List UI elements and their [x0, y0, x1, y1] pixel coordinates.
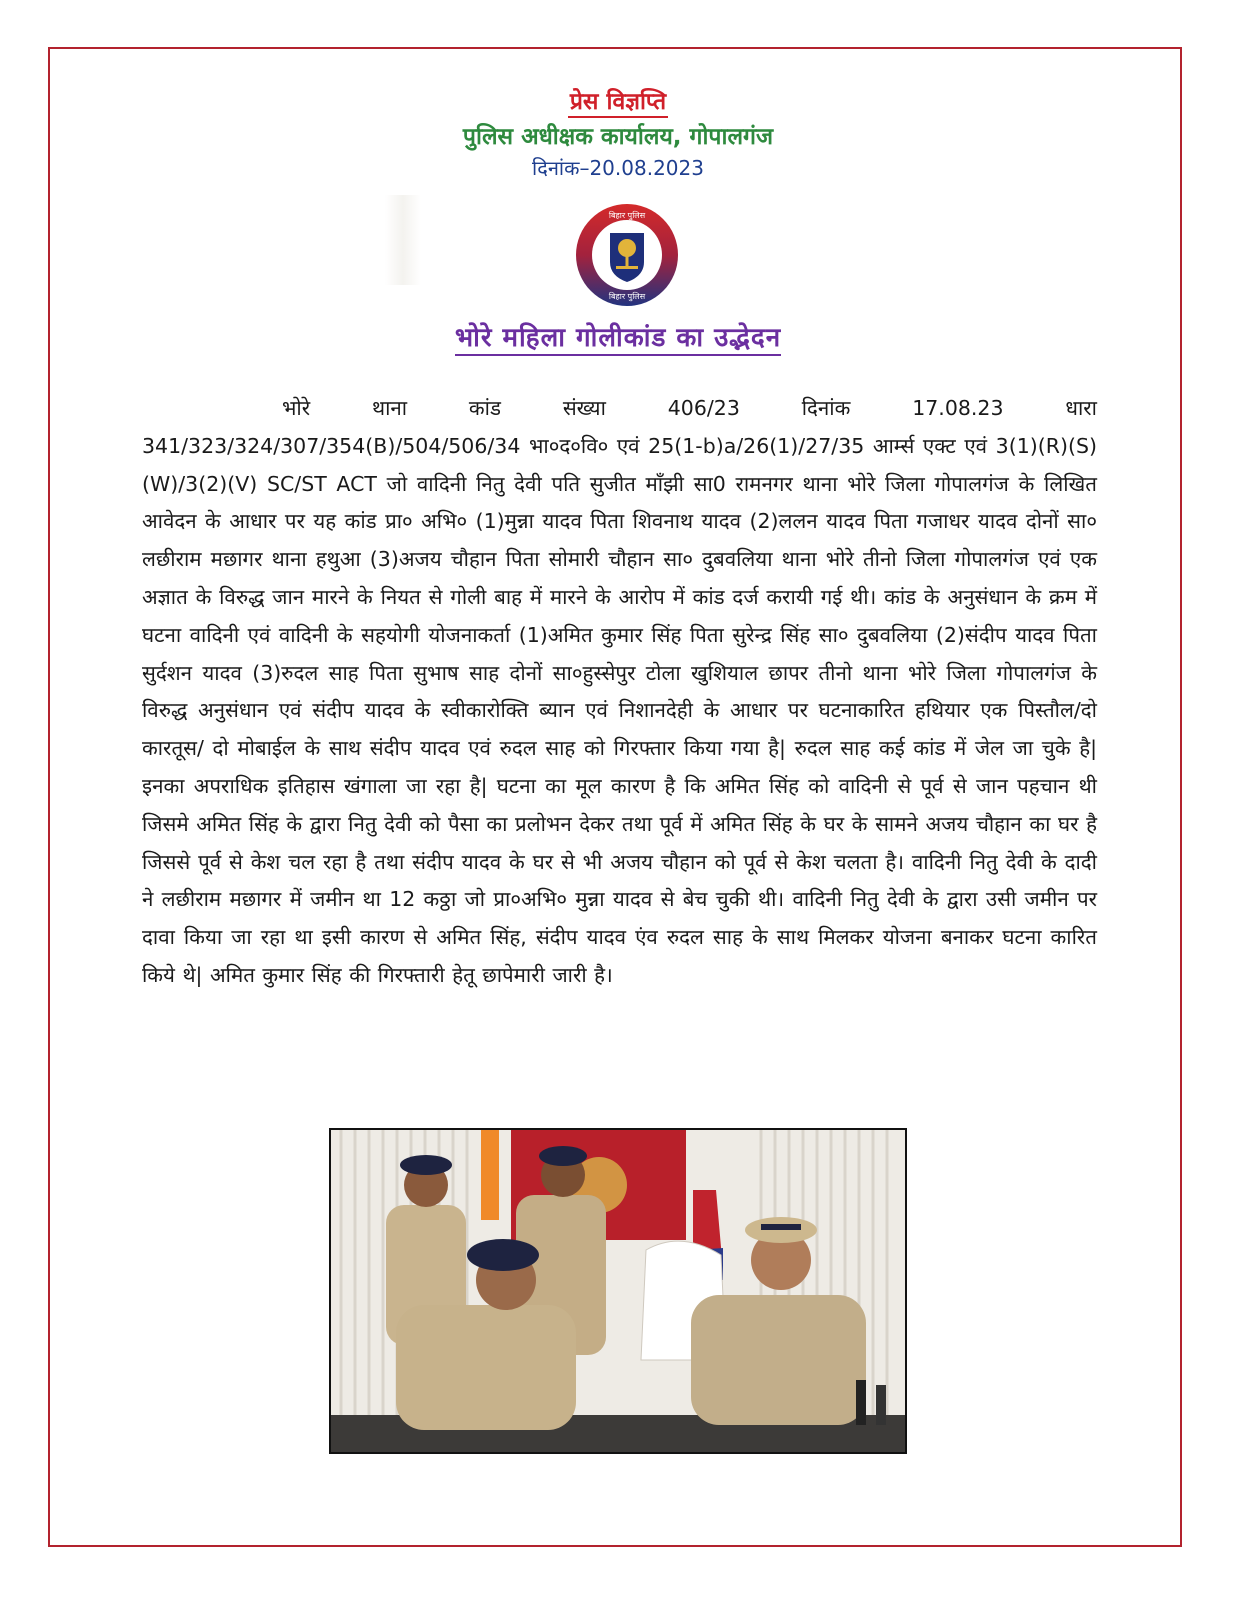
office-name: पुलिस अधीक्षक कार्यालय, गोपालगंज — [462, 124, 774, 150]
scan-smudge — [385, 195, 421, 285]
logo-text-top: बिहार पुलिस — [608, 211, 646, 220]
logo-text-bottom: बिहार पुलिस — [608, 292, 646, 301]
press-conference-photo-icon — [331, 1130, 905, 1452]
press-release-title: प्रेस विज्ञप्ति — [0, 84, 1236, 116]
bihar-police-logo — [572, 200, 682, 310]
case-heading: भोरे महिला गोलीकांड का उद्भेदन — [0, 318, 1236, 354]
release-date: दिनांक–20.08.2023 — [532, 156, 704, 180]
police-emblem-icon — [572, 200, 682, 310]
press-release-body: भोरे थाना कांड संख्या 406/23 दिनांक 17.08.23 धारा 341/323/324/307/354(B)/504/506/34 भा०द०वि० एवं 25(1-b)a/26(1)/27/35 आर्म्स एक्ट एवं 3(1)(R)(S)(W)/3(2)(V) SC/ST ACT जो वादिनी नितु देवी पति सुजीत माँझी सा0 रामनगर थाना भोरे जिला गोपालगंज के लिखित आवेदन के आधार पर यह कांड प्रा० अभि० (1)मुन्ना यादव पिता शिवनाथ यादव (2)ललन यादव पिता गजाधर यादव दोनों सा० लछीराम मछागर थाना हथुआ (3)अजय चौहान पिता सोमारी चौहान सा० दुबवलिया थाना भोरे तीनो जिला गोपालगंज एवं एक अज्ञात के विरुद्ध जान मारने के नियत से गोली बाह में मारने के आरोप में कांड दर्ज करायी गई थी। कांड के अनुसंधान के क्रम में घटना वादिनी एवं वादिनी के सहयोगी योजनाकर्ता (1)अमित कुमार सिंह पिता सुरेन्द्र सिंह सा० दुबवलिया (2)संदीप यादव पिता सुर्दशन यादव (3)रुदल साह पिता सुभाष साह दोनों सा०हुस्सेपुर टोला खुशियाल छापर तीनो थाना भोरे जिला गोपालगंज के विरुद्ध अनुसंधान एवं संदीप यादव के स्वीकारोक्ति ब्यान एवं निशानदेही के आधार पर घटनाकारित हथियार एक पिस्तौल/दो कारतूस/ दो मोबाईल के साथ संदीप यादव एवं रुदल साह को गिरफ्तार किया गया है| रुदल साह कई कांड में जेल जा चुके है| इनका अपराधिक इतिहास खंगाला जा रहा है| घटना का मूल कारण है कि अमित सिंह को वादिनी से पूर्व से जान पहचान थी जिसमे अमित सिंह के द्वारा नितु देवी को पैसा का प्रलोभन देकर तथा पूर्व में अमित सिंह के घर के सामने अजय चौहान का घर है जिससे पूर्व से केश चल रहा है तथा संदीप यादव के घर से भी अजय चौहान को पूर्व से केश चलता है। वादिनी नितु देवी के दादी ने लछीराम मछागर में जमीन था 12 कठ्ठा जो प्रा०अभि० मुन्ना यादव से बेच चुकी थी। वादिनी नितु देवी के द्वारा उसी जमीन पर दावा किया जा रहा था इसी कारण से अमित सिंह, संदीप यादव एंव रुदल साह के साथ मिलकर योजना बनाकर घटना कारित किये थे| अमित कुमार सिंह की गिरफ्तारी हेतू छापेमारी जारी है। — [142, 396, 1097, 987]
press-conference-photo — [329, 1128, 907, 1454]
